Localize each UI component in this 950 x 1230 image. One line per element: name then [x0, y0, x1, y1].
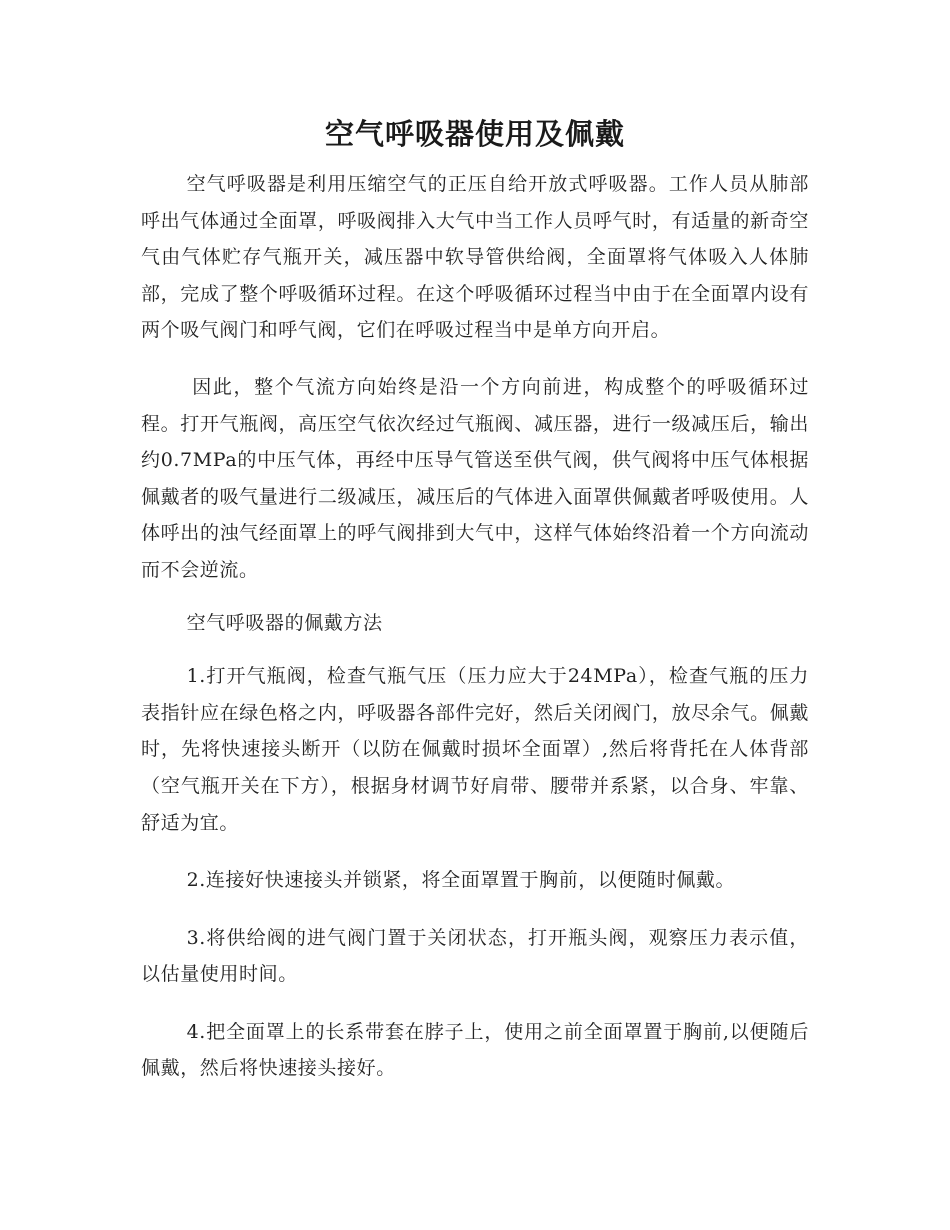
paragraph-airflow: 因此，整个气流方向始终是沿一个方向前进，构成整个的呼吸循环过程。打开气瓶阀，高压空气依次经过气瓶阀、减压器，进行一级减压后，输出约0.7MPa的中压气体，再经中压导气管送至供气阀，供气阀将中压气体根据佩戴者的吸气量进行二级减压，减压后的气体进入面罩供佩戴者呼吸使用。人体呼出的浊气经面罩上的呼气阀排到大气中，这样气体始终沿着一个方向流动而不会逆流。: [141, 375, 809, 581]
step-2: 2.连接好快速接头并锁紧，将全面罩置于胸前，以便随时佩戴。: [186, 869, 736, 892]
section-heading-wearing-method: 空气呼吸器的佩戴方法: [186, 611, 383, 634]
step-4: 4.把全面罩上的长系带套在脖子上，使用之前全面罩置于胸前,以便随后佩戴，然后将快速接头接好。: [141, 1020, 809, 1080]
paragraph-intro: 空气呼吸器是利用压缩空气的正压自给开放式呼吸器。工作人员从肺部呼出气体通过全面罩，呼吸阀排入大气中当工作人员呼气时，有适量的新奇空气由气体贮存气瓶开关，减压器中软导管供给阀，全面罩将气体吸入人体肺部，完成了整个呼吸循环过程。在这个呼吸循环过程当中由于在全面罩内设有两个吸气阀门和呼气阀，它们在呼吸过程当中是单方向开启。: [141, 173, 809, 342]
page-title: 空气呼吸器使用及佩戴: [324, 117, 625, 151]
document-body: [141, 166, 809, 1087]
step-1: 1.打开气瓶阀，检查气瓶气压（压力应大于24MPa），检查气瓶的压力表指针应在绿色格之内，呼吸器各部件完好，然后关闭阀门，放尽余气。佩戴时，先将快速接头断开（以防在佩戴时损坏全面罩）,然后将背托在人体背部（空气瓶开关在下方），根据身材调节好肩带、腰带并系紧，以合身、牢靠、舒适为宜。: [141, 665, 809, 834]
step-3: 3.将供给阀的进气阀门置于关闭状态，打开瓶头阀，观察压力表示值，以估量使用时间。: [141, 926, 809, 986]
